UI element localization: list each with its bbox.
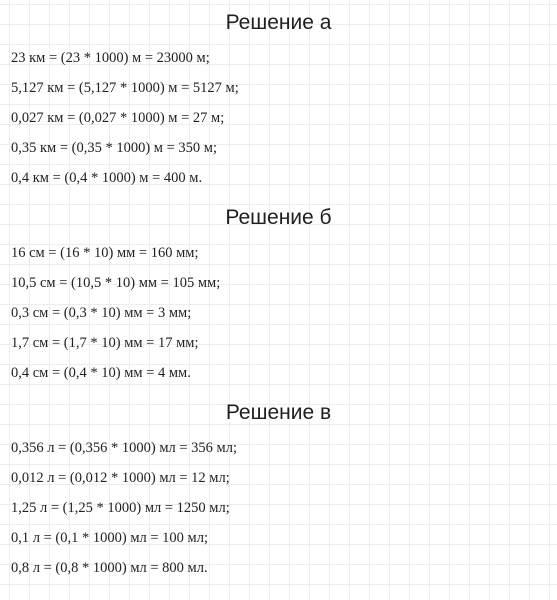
solution-line: 0,1 л = (0,1 * 1000) мл = 100 мл; [11,530,208,546]
solution-line: 0,012 л = (0,012 * 1000) мл = 12 мл; [11,470,230,486]
solution-line: 16 см = (16 * 10) мм = 160 мм; [11,245,199,261]
solution-line: 0,027 км = (0,027 * 1000) м = 27 м; [11,110,225,126]
solution-line: 0,356 л = (0,356 * 1000) мл = 356 мл; [11,440,237,456]
solution-section-b [0,203,557,233]
section-heading-v: Решение в [225,401,332,424]
solution-line: 1,7 см = (1,7 * 10) мм = 17 мм; [11,335,199,351]
solution-line: 5,127 км = (5,127 * 1000) м = 5127 м; [11,80,239,96]
solution-line: 23 км = (23 * 1000) м = 23000 м; [11,50,210,66]
section-heading-a: Решение а [225,11,332,34]
section-heading-b: Решение б [225,206,332,229]
solution-line: 0,4 см = (0,4 * 10) мм = 4 мм. [11,365,191,381]
solution-line: 10,5 см = (10,5 * 10) мм = 105 мм; [11,275,221,291]
solution-line: 1,25 л = (1,25 * 1000) мл = 1250 мл; [11,500,230,516]
solution-section-v [0,398,557,428]
solution-line: 0,35 км = (0,35 * 1000) м = 350 м; [11,140,217,156]
solution-line: 0,4 км = (0,4 * 1000) м = 400 м. [11,170,203,186]
solution-line: 0,8 л = (0,8 * 1000) мл = 800 мл. [11,560,208,576]
solution-line: 0,3 см = (0,3 * 10) мм = 3 мм; [11,305,192,321]
solution-section-a [0,8,557,38]
